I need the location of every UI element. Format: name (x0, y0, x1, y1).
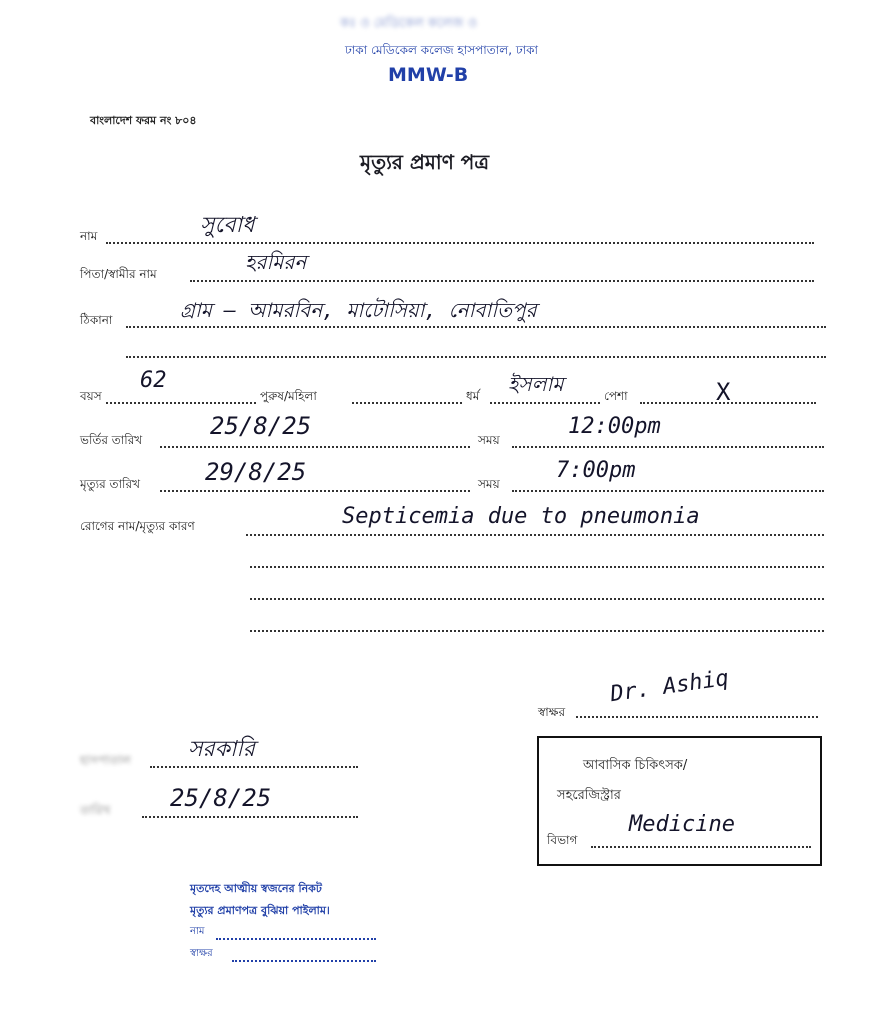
occupation-label: পেশা (604, 389, 628, 403)
age-label: বয়স (80, 389, 102, 403)
death-time-label: সময় (478, 477, 500, 491)
signature-value: Dr. Ashiq (608, 665, 731, 708)
gender-label: পুরুষ/মহিলা (260, 389, 317, 403)
religion-value: ইসলাম (508, 372, 564, 396)
father-value: হরমিরন (245, 250, 307, 274)
admit-date-value: 25/8/25 (210, 412, 312, 440)
address-line-2 (126, 356, 826, 358)
death-time-line (512, 490, 824, 492)
age-value: 62 (140, 368, 167, 393)
stamp-header-line: কঃ ও মেডিকেল কলেজ ও (340, 16, 478, 31)
receipt-stamp-sign-label: স্বাক্ষর (190, 948, 213, 959)
receipt-stamp-name-label: নাম (190, 926, 205, 937)
stamp-hospital-line: ঢাকা মেডিকেল কলেজ হাসপাতাল, ঢাকা (345, 43, 538, 57)
cause-line-1 (246, 534, 824, 536)
page-title: মৃত্যুর প্রমাণ পত্র (360, 150, 490, 174)
cause-value: Septicemia due to pneumonia (342, 504, 700, 529)
designation-line-2: সহরেজিস্ট্রার (557, 788, 621, 803)
occupation-value: X (716, 378, 731, 406)
age-line (106, 402, 256, 404)
department-value: Medicine (629, 812, 735, 837)
cause-line-4 (250, 630, 824, 632)
hospital-date-value: 25/8/25 (170, 784, 272, 812)
admit-date-label: ভর্তির তারিখ (80, 433, 143, 447)
receipt-stamp-line-2: মৃত্যুর প্রমাণপত্র বুঝিয়া পাইলাম। (190, 904, 330, 917)
hospital-label: হাসপাতাল (80, 753, 131, 767)
form-number: বাংলাদেশ ফরম নং ৮০৪ (90, 114, 197, 127)
department-line (591, 846, 811, 848)
receipt-stamp-name-line (216, 938, 376, 940)
address-value: গ্রাম – আমরবিন, মাটোসিয়া, নোবাতিপুর (180, 298, 537, 322)
death-date-value: 29/8/25 (205, 458, 307, 486)
designation-box (537, 736, 822, 866)
stamp-unit: MMW-B (388, 64, 469, 86)
designation-line-1: আবাসিক চিকিৎসক/ (583, 758, 688, 773)
department-label: বিভাগ (547, 833, 578, 847)
death-time-value: 7:00pm (556, 458, 636, 483)
gender-line (352, 402, 462, 404)
signature-label: স্বাক্ষর (538, 705, 566, 719)
cause-line-3 (250, 598, 824, 600)
admit-time-label: সময় (478, 433, 500, 447)
religion-label: ধর্ম (466, 389, 480, 403)
death-date-line (160, 490, 470, 492)
admit-date-line (160, 446, 470, 448)
receipt-stamp-sign-line (232, 960, 376, 962)
address-label: ঠিকানা (80, 313, 113, 327)
name-value: সুবোধ (200, 213, 255, 238)
hospital-date-label: তারিখ (80, 803, 111, 817)
signature-line (576, 716, 818, 718)
cause-line-2 (250, 566, 824, 568)
admit-time-line (512, 446, 824, 448)
hospital-date-line (142, 816, 358, 818)
name-label: নাম (80, 229, 98, 243)
death-date-label: মৃত্যুর তারিখ (80, 477, 140, 491)
cause-label: রোগের নাম/মৃত্যুর কারণ (80, 519, 195, 533)
receipt-stamp-line-1: মৃতদেহ আত্মীয় স্বজনের নিকট (190, 882, 322, 895)
hospital-value: সরকারি (188, 737, 255, 762)
admit-time-value: 12:00pm (568, 414, 661, 439)
father-label: পিতা/স্বামীর নাম (80, 267, 157, 281)
